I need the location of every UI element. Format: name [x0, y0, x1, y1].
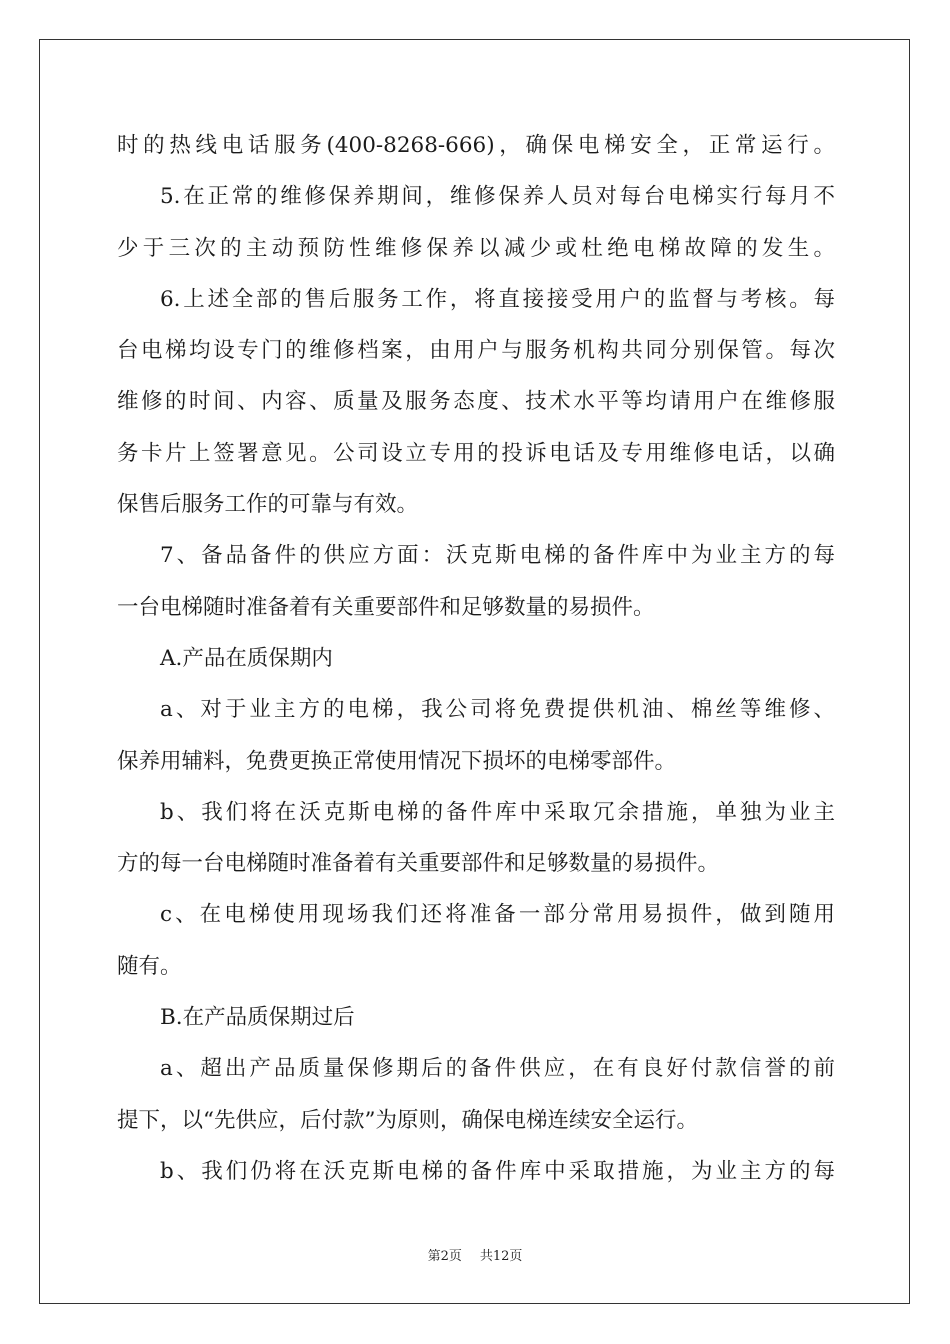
- item-a3-line-1: c、在电梯使用现场我们还将准备一部分常用易损件，做到随用: [160, 902, 835, 928]
- paragraph-6-line-2: 台电梯均设专门的维修档案，由用户与服务机构共同分别保管。每次: [117, 338, 835, 364]
- paragraph-6-line-1: 6.上述全部的售后服务工作，将直接接受用户的监督与考核。每: [160, 286, 835, 312]
- paragraph-5-line-1: 5.在正常的维修保养期间，维修保养人员对每台电梯实行每月不: [160, 184, 835, 210]
- item-a1-line-1: a、对于业主方的电梯，我公司将免费提供机油、棉丝等维修、: [160, 697, 835, 723]
- item-a1-line-2: 保养用辅料，免费更换正常使用情况下损坏的电梯零部件。: [117, 748, 677, 774]
- paragraph-7-line-2: 一台电梯随时准备着有关重要部件和足够数量的易损件。: [117, 594, 655, 620]
- paragraph-6-line-4: 务卡片上签署意见。公司设立专用的投诉电话及专用维修电话，以确: [117, 440, 835, 466]
- paragraph-6-line-3: 维修的时间、内容、质量及服务态度、技术水平等均请用户在维修服: [117, 389, 835, 415]
- document-body: [117, 128, 835, 1205]
- item-a3-line-2: 随有。: [117, 953, 182, 979]
- page-number: 第2页: [427, 1249, 462, 1264]
- section-b-heading: B.在产品质保期过后: [160, 1005, 355, 1031]
- page-footer: [0, 1245, 950, 1264]
- page-total: 共12页: [479, 1249, 523, 1264]
- item-a2-line-1: b、我们将在沃克斯电梯的备件库中采取冗余措施，单独为业主: [160, 799, 835, 825]
- paragraph-7-line-1: 7、备品备件的供应方面：沃克斯电梯的备件库中为业主方的每: [160, 543, 835, 569]
- item-b1-line-2: 提下，以“先供应，后付款”为原则，确保电梯连续安全运行。: [117, 1107, 698, 1133]
- paragraph-5-line-2: 少于三次的主动预防性维修保养以减少或杜绝电梯故障的发生。: [117, 235, 835, 261]
- text-line: 时的热线电话服务(400-8268-666)，确保电梯安全，正常运行。: [117, 133, 835, 158]
- paragraph-6-line-5: 保售后服务工作的可靠与有效。: [117, 492, 419, 518]
- item-a2-line-2: 方的每一台电梯随时准备着有关重要部件和足够数量的易损件。: [117, 851, 720, 877]
- section-a-heading: A.产品在质保期内: [160, 645, 333, 671]
- item-b1-line-1: a、超出产品质量保修期后的备件供应，在有良好付款信誉的前: [160, 1056, 835, 1082]
- item-b2-line-1: b、我们仍将在沃克斯电梯的备件库中采取措施，为业主方的每: [160, 1158, 835, 1184]
